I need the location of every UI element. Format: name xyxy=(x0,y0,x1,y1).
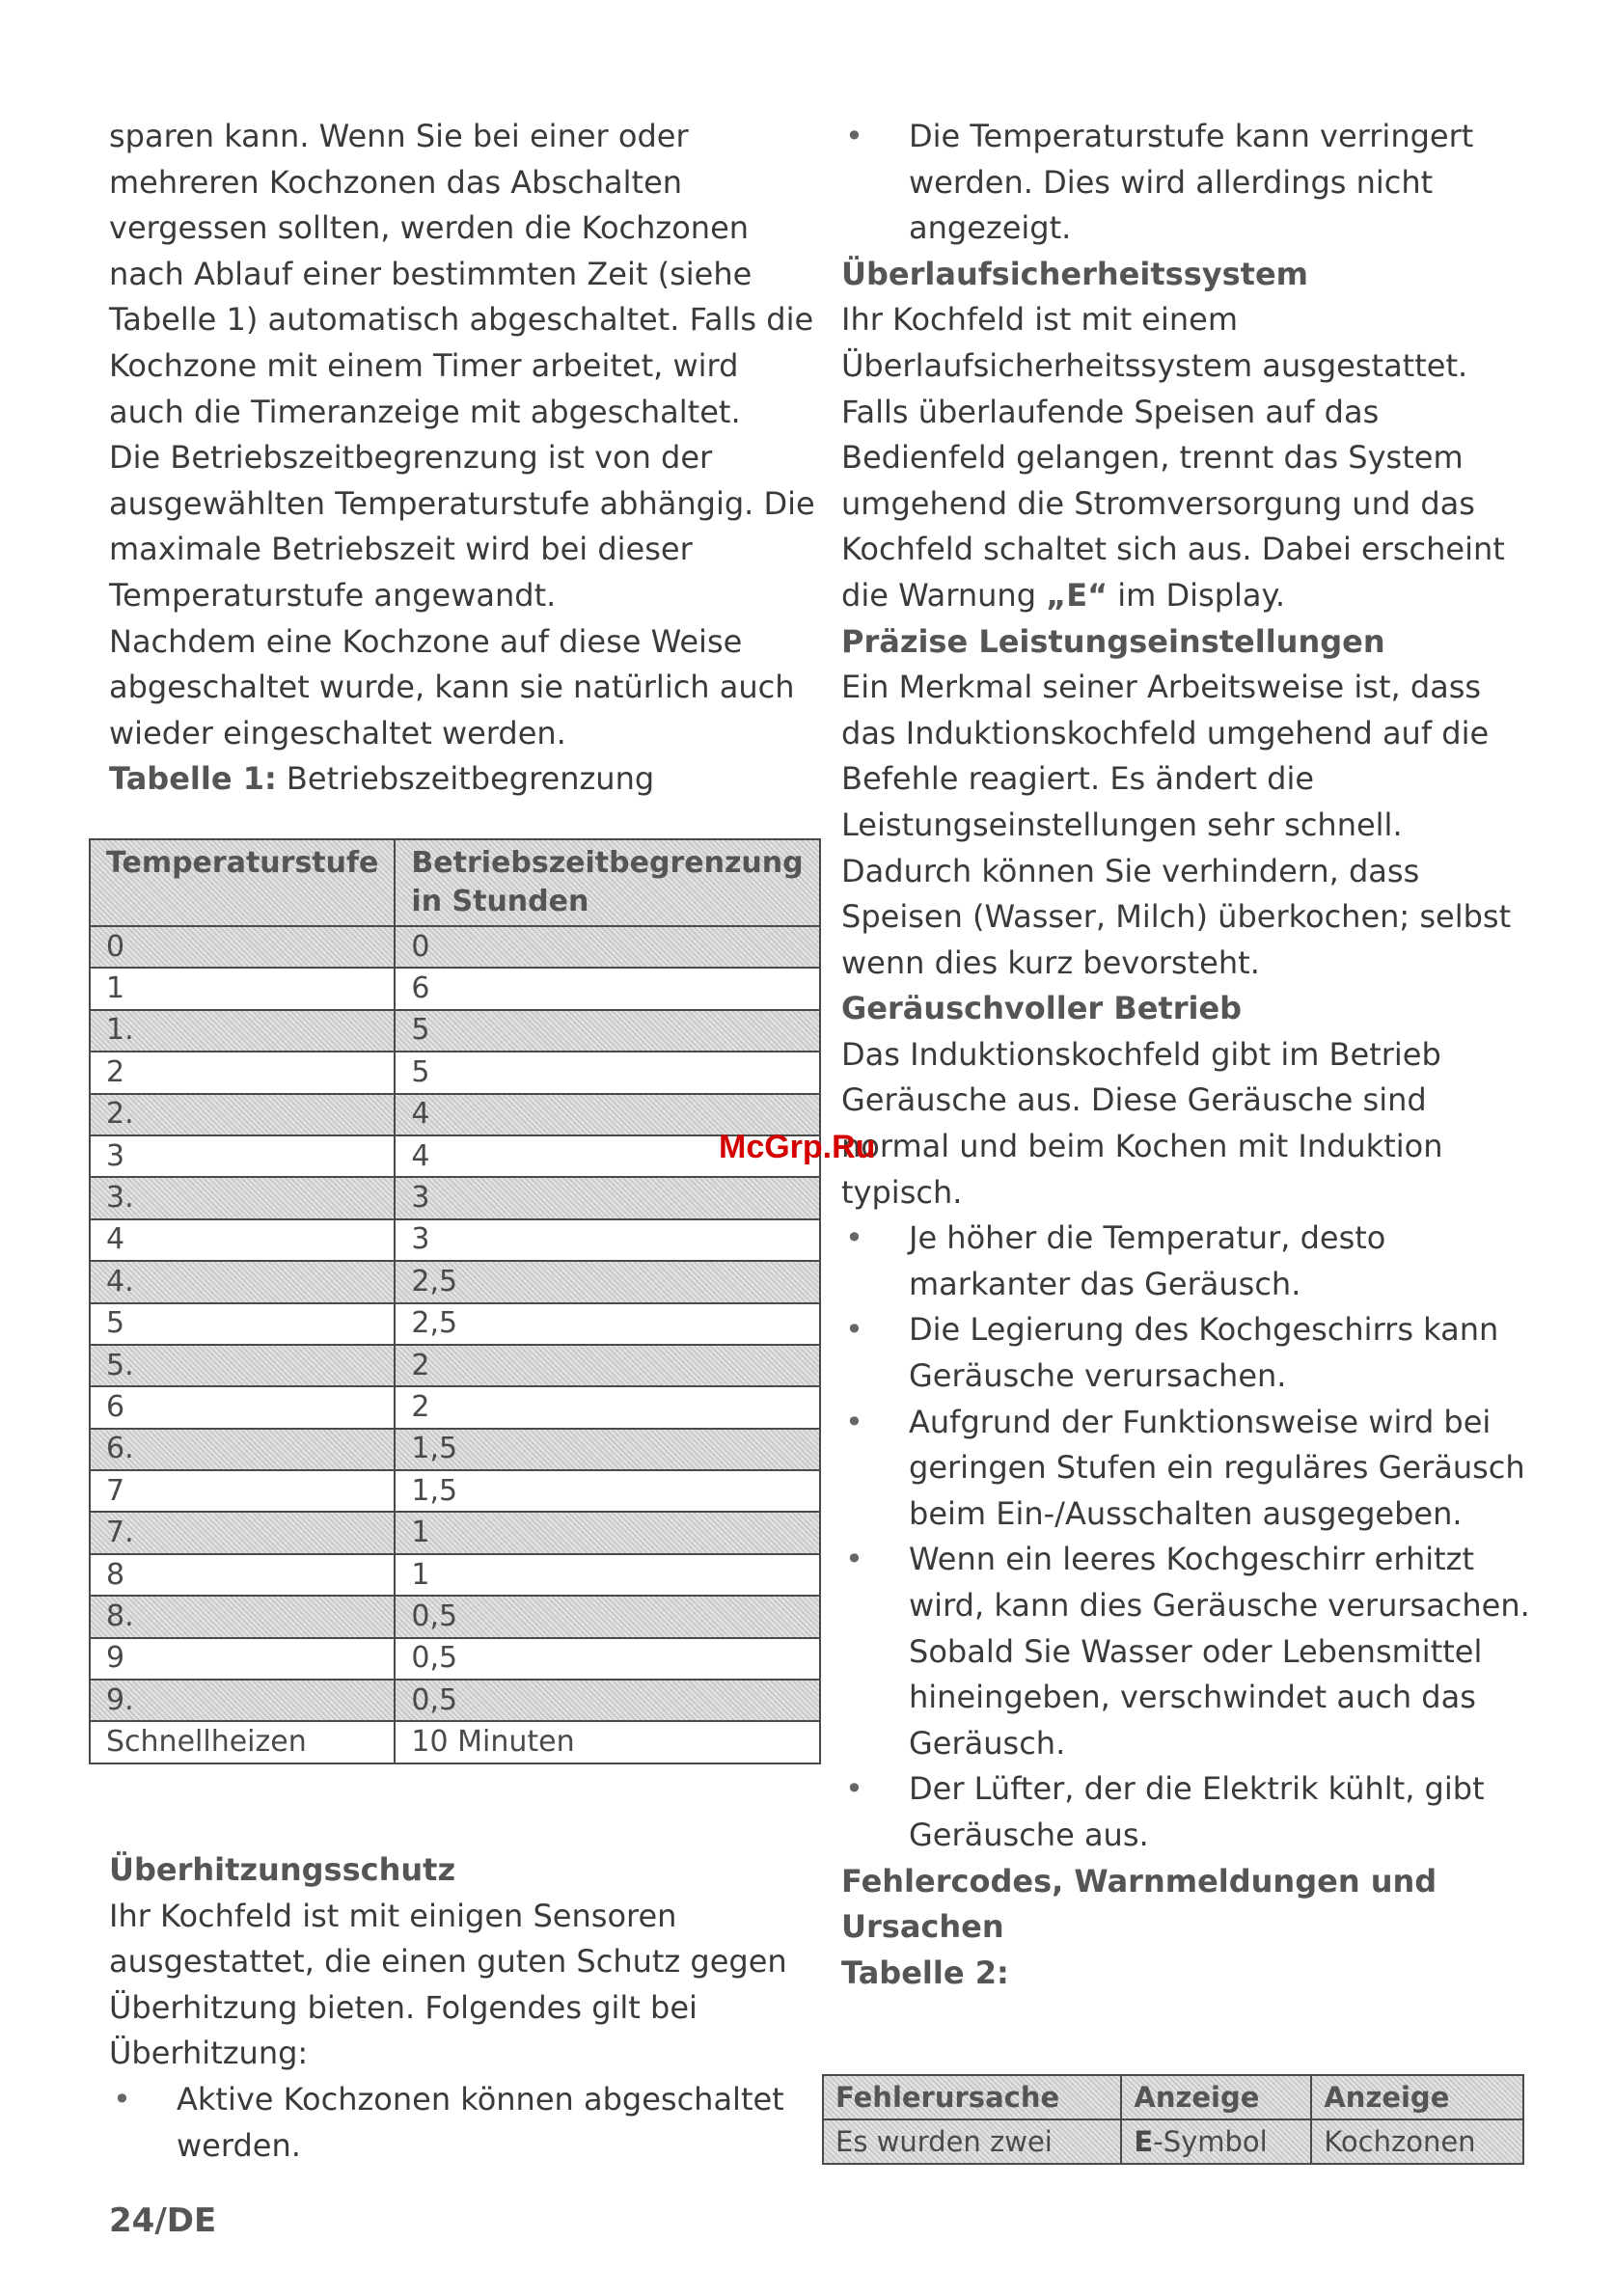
bullet-icon: • xyxy=(845,118,863,154)
table-row xyxy=(90,1512,820,1553)
left-column xyxy=(109,114,823,803)
operating-time-table-body xyxy=(90,926,820,1763)
table-header-cell: Fehlerursache xyxy=(823,2075,1121,2119)
table-cell: 3 xyxy=(395,1219,819,1261)
table-cell: 1 xyxy=(395,1512,819,1553)
bullet-icon: • xyxy=(845,1219,863,1257)
watermark: McGrp.Ru xyxy=(719,1129,876,1165)
table-cell: 2 xyxy=(90,1052,395,1093)
table-cell: 2 xyxy=(395,1386,819,1428)
table-header-cell: Temperaturstufe xyxy=(90,839,395,926)
precise-heading: Präzise Leistungseinstellungen xyxy=(841,622,1385,660)
operating-time-table xyxy=(89,838,821,1764)
right-column xyxy=(841,114,1536,1996)
overheat-bullets xyxy=(109,2077,823,2169)
table-row xyxy=(823,2119,1523,2164)
table-cell: Schnellheizen xyxy=(90,1721,395,1763)
table-cell: 0 xyxy=(395,926,819,968)
overheat-paragraph: Ihr Kochfeld ist mit einigen Sensoren ausgestattet, die einen guten Schutz gegen Überhitzung bieten. Folgendes gilt bei Überhitzung: xyxy=(109,1897,787,2072)
overflow-heading: Überlaufsicherheitssystem xyxy=(841,255,1308,292)
list-item: • Die Temperaturstufe kann verringert werden. Dies wird allerdings nicht angezeigt. xyxy=(841,114,1536,252)
table-row xyxy=(90,1680,820,1721)
list-item: • Aufgrund der Funktionsweise wird bei geringen Stufen ein reguläres Geräusch beim Ein-/Ausschalten ausgegeben. xyxy=(841,1400,1536,1538)
table-row xyxy=(90,1345,820,1386)
list-item: • Wenn ein leeres Kochgeschirr erhitzt wird, kann dies Geräusche verursachen. Sobald Sie Wasser oder Lebensmittel hineingeben, verschwindet auch das Geräusch. xyxy=(841,1537,1536,1766)
list-item: • Der Lüfter, der die Elektrik kühlt, gibt Geräusche aus. xyxy=(841,1766,1536,1858)
table-header-cell: Anzeige xyxy=(1121,2075,1311,2119)
overheat-heading: Überhitzungsschutz xyxy=(109,1851,456,1888)
temperature-bullets xyxy=(841,114,1536,252)
table-cell: 4. xyxy=(90,1261,395,1302)
table-cell: 6 xyxy=(90,1386,395,1428)
error-codes-table xyxy=(822,2074,1524,2165)
table-cell: 0,5 xyxy=(395,1638,819,1680)
table-row xyxy=(90,1721,820,1763)
bullet-icon: • xyxy=(845,1311,863,1349)
table-row xyxy=(90,1429,820,1470)
table-cell: 6 xyxy=(395,968,819,1009)
table-cell: 5. xyxy=(90,1345,395,1386)
noise-paragraph: Das Induktionskochfeld gibt im Betrieb Geräusche aus. Diese Geräusche sind normal und beim Kochen mit Induktion typisch. xyxy=(841,1035,1443,1211)
table-cell: 5 xyxy=(90,1303,395,1345)
operating-time-paragraph: Die Betriebszeitbegrenzung ist von der ausgewählten Temperaturstufe abhängig. Die maximale Betriebszeit wird bei dieser Temperaturstufe angewandt. xyxy=(109,439,815,614)
table-row xyxy=(90,1638,820,1680)
table-cell: 6. xyxy=(90,1429,395,1470)
table-cell: 1. xyxy=(90,1010,395,1052)
table-cell: 0,5 xyxy=(395,1596,819,1637)
table-cell: 4 xyxy=(395,1135,819,1177)
table-header-row xyxy=(90,839,820,926)
list-item: • Die Legierung des Kochgeschirrs kann Geräusche verursachen. xyxy=(841,1307,1536,1399)
table-row xyxy=(90,1596,820,1637)
table-cell: 5 xyxy=(395,1052,819,1093)
table-cell: 1,5 xyxy=(395,1429,819,1470)
table2-caption: Tabelle 2: xyxy=(841,1954,1009,1991)
precise-paragraph: Ein Merkmal seiner Arbeitsweise ist, dass das Induktionskochfeld umgehend auf die Befehle reagiert. Es ändert die Leistungseinstellungen sehr schnell. Dadurch können Sie verhindern, dass Speisen (Wasser, Milch) überkochen; selbst wenn dies kurz bevorsteht. xyxy=(841,669,1512,981)
table-cell: 8 xyxy=(90,1554,395,1596)
table-cell: 10 Minuten xyxy=(395,1721,819,1763)
bullet-icon: • xyxy=(113,2080,131,2118)
table-cell: E-Symbol xyxy=(1121,2119,1311,2164)
table-row xyxy=(90,1094,820,1135)
table-cell: 9 xyxy=(90,1638,395,1680)
table-row xyxy=(90,1261,820,1302)
page-number: 24/DE xyxy=(109,2201,217,2240)
table-row xyxy=(90,1554,820,1596)
table-cell: 5 xyxy=(395,1010,819,1052)
noise-bullets xyxy=(841,1216,1536,1858)
list-item: • Je höher die Temperatur, desto markanter das Geräusch. xyxy=(841,1216,1536,1307)
table1-caption-label: Tabelle 1: xyxy=(109,760,277,798)
bullet-icon: • xyxy=(845,1541,863,1578)
bullet-icon: • xyxy=(845,1770,863,1808)
table-row xyxy=(90,1052,820,1093)
table-cell: 2 xyxy=(395,1345,819,1386)
table-row xyxy=(90,1303,820,1345)
table-cell: 4 xyxy=(395,1094,819,1135)
table-cell: 2,5 xyxy=(395,1303,819,1345)
overheat-section xyxy=(109,1847,823,2169)
error-code-e: „E“ xyxy=(1046,576,1109,614)
table1-caption-text: Betriebszeitbegrenzung xyxy=(276,760,655,798)
table-row xyxy=(90,1386,820,1428)
overflow-paragraph: Ihr Kochfeld ist mit einem Überlaufsicherheitssystem ausgestattet. Falls überlaufende Speisen auf das Bedienfeld gelangen, trennt das System umgehend die Stromversorgung und das Kochfeld schaltet sich aus. Dabei erscheint die Warnung „E“ im Display. xyxy=(841,301,1505,614)
table-cell: 3 xyxy=(90,1135,395,1177)
table-cell: 0 xyxy=(90,926,395,968)
table-cell: 2,5 xyxy=(395,1261,819,1302)
bullet-icon: • xyxy=(845,1403,863,1440)
errors-heading: Fehlercodes, Warnmeldungen und Ursachen xyxy=(841,1862,1437,1946)
table-cell: 4 xyxy=(90,1219,395,1261)
table-cell: 2. xyxy=(90,1094,395,1135)
table-row xyxy=(90,968,820,1009)
table-row xyxy=(90,1470,820,1512)
table-cell: 7 xyxy=(90,1470,395,1512)
table-cell: 7. xyxy=(90,1512,395,1553)
noise-heading: Geräuschvoller Betrieb xyxy=(841,990,1243,1027)
list-item: • Aktive Kochzonen können abgeschaltet werden. xyxy=(109,2077,823,2169)
table-cell: 1 xyxy=(395,1554,819,1596)
table-cell: 1 xyxy=(90,968,395,1009)
table1-caption xyxy=(109,756,823,803)
table-row xyxy=(90,1177,820,1218)
table-cell: 3. xyxy=(90,1177,395,1218)
table-row xyxy=(90,1010,820,1052)
table-row xyxy=(90,926,820,968)
reactivation-paragraph: Nachdem eine Kochzone auf diese Weise abgeschaltet wurde, kann sie natürlich auch wieder eingeschaltet werden. xyxy=(109,622,795,752)
table-header-row xyxy=(823,2075,1523,2119)
table-header-cell: Betriebszeitbegrenzung in Stunden xyxy=(395,839,819,926)
table-row xyxy=(90,1219,820,1261)
intro-paragraph: sparen kann. Wenn Sie bei einer oder mehreren Kochzonen das Abschalten vergessen sollten, werden die Kochzonen nach Ablauf einer bestimmten Zeit (siehe Tabelle 1) automatisch abgeschaltet. Falls die Kochzone mit einem Timer arbeitet, wird auch die Timeranzeige mit abgeschaltet. xyxy=(109,118,814,430)
table-row xyxy=(90,1135,820,1177)
table-cell: 1,5 xyxy=(395,1470,819,1512)
table-cell: 8. xyxy=(90,1596,395,1637)
table-header-cell: Anzeige xyxy=(1311,2075,1523,2119)
table-cell: Kochzonen xyxy=(1311,2119,1523,2164)
table-cell: 3 xyxy=(395,1177,819,1218)
table-cell: Es wurden zwei xyxy=(823,2119,1121,2164)
table-cell: 0,5 xyxy=(395,1680,819,1721)
table-cell: 9. xyxy=(90,1680,395,1721)
